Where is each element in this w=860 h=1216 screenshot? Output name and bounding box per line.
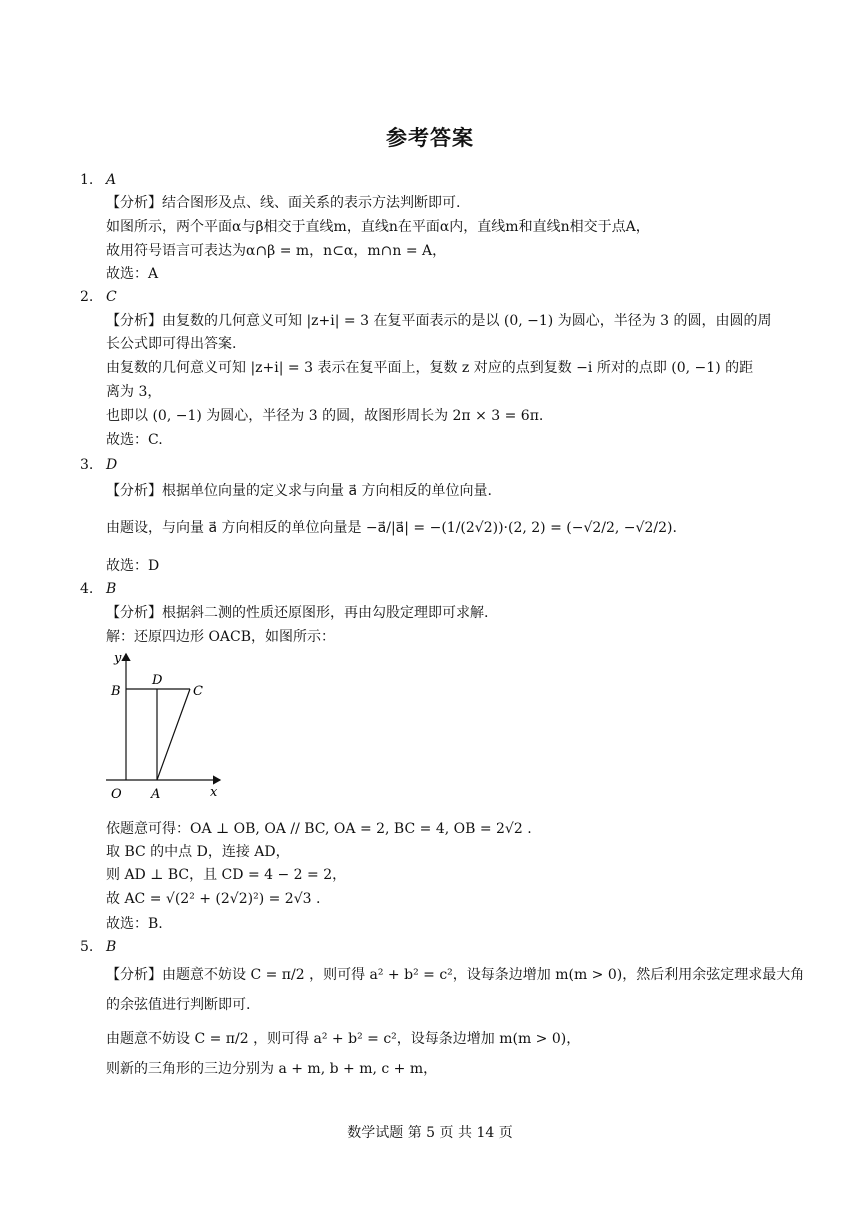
- q1-line-2: 故用符号语言可表达为α∩β = m，n⊂α，m∩n = A，: [106, 243, 447, 259]
- q2-analysis-2: 长公式即可得出答案.: [106, 336, 237, 352]
- label-x: x: [210, 785, 218, 800]
- q3-analysis: 【分析】根据单位向量的定义求与向量 a⃗ 方向相反的单位向量.: [106, 483, 492, 499]
- page-title: 参考答案: [386, 125, 474, 150]
- q5-number: 5.: [80, 939, 94, 955]
- q4-number: 4.: [80, 581, 94, 597]
- label-c: C: [193, 684, 203, 699]
- q2-analysis-1: 【分析】由复数的几何意义可知 |z+i| = 3 在复平面表示的是以 (0, −1) 为圆心，半径为 3 的圆，由圆的周: [106, 313, 772, 329]
- q4-line-4: 则 AD ⊥ BC，且 CD = 4 − 2 = 2，: [106, 867, 347, 883]
- q4-line-5: 故 AC = √(2² + (2√2)²) = 2√3 .: [106, 891, 321, 907]
- quadrilateral-figure: [100, 648, 230, 804]
- q1-analysis: 【分析】结合图形及点、线、面关系的表示方法判断即可.: [106, 195, 461, 211]
- q1-answer: A: [106, 172, 117, 188]
- q5-answer: B: [106, 939, 117, 955]
- label-o: O: [111, 787, 122, 802]
- q2-number: 2.: [80, 289, 94, 305]
- q4-line-2: 依题意可得：OA ⊥ OB, OA // BC, OA = 2, BC = 4, OB = 2√2 .: [106, 821, 532, 837]
- q5-analysis-2: 的余弦值进行判断即可.: [106, 997, 251, 1013]
- q4-choice: 故选：B.: [106, 916, 163, 932]
- q2-line-1: 由复数的几何意义可知 |z+i| = 3 表示在复平面上，复数 z 对应的点到复数 −i 所对的点即 (0, −1) 的距: [106, 360, 754, 376]
- label-a: A: [151, 787, 161, 802]
- q3-answer: D: [106, 457, 118, 473]
- label-b: B: [111, 684, 121, 699]
- q5-line-1: 由题意不妨设 C = π/2 ，则可得 a² + b² = c²，设每条边增加 m(m > 0)，: [106, 1031, 581, 1047]
- q2-choice: 故选：C.: [106, 432, 163, 448]
- segment-ac: [157, 689, 190, 780]
- q3-number: 3.: [80, 457, 94, 473]
- q3-choice: 故选：D: [106, 558, 160, 574]
- q2-line-3: 也即以 (0, −1) 为圆心，半径为 3 的圆，故图形周长为 2π × 3 = 6π.: [106, 408, 544, 424]
- q5-line-2: 则新的三角形的三边分别为 a + m, b + m, c + m，: [106, 1061, 438, 1077]
- q4-line-1: 解：还原四边形 OACB，如图所示：: [106, 629, 336, 645]
- q2-answer: C: [106, 289, 117, 305]
- q4-line-3: 取 BC 的中点 D，连接 AD，: [106, 844, 290, 860]
- q1-choice: 故选：A: [106, 266, 159, 282]
- q5-analysis-1: 【分析】由题意不妨设 C = π/2 ，则可得 a² + b² = c²，设每条边增加 m(m > 0)，然后利用余弦定理求最大角: [106, 967, 805, 983]
- page-footer: 数学试题 第 5 页 共 14 页: [347, 1125, 513, 1141]
- q1-number: 1.: [80, 172, 94, 188]
- q4-analysis: 【分析】根据斜二测的性质还原图形，再由勾股定理即可求解.: [106, 605, 489, 621]
- label-y: y: [114, 651, 122, 666]
- q4-answer: B: [106, 581, 117, 597]
- q3-line-1: 由题设，与向量 a⃗ 方向相反的单位向量是 −a⃗/|a⃗| = −(1/(2√2))·(2, 2) = (−√2/2, −√2/2).: [106, 520, 677, 536]
- q1-line-1: 如图所示，两个平面α与β相交于直线m，直线n在平面α内，直线m和直线n相交于点A，: [106, 219, 650, 235]
- label-d: D: [152, 673, 163, 688]
- q2-line-2: 离为 3，: [106, 384, 162, 400]
